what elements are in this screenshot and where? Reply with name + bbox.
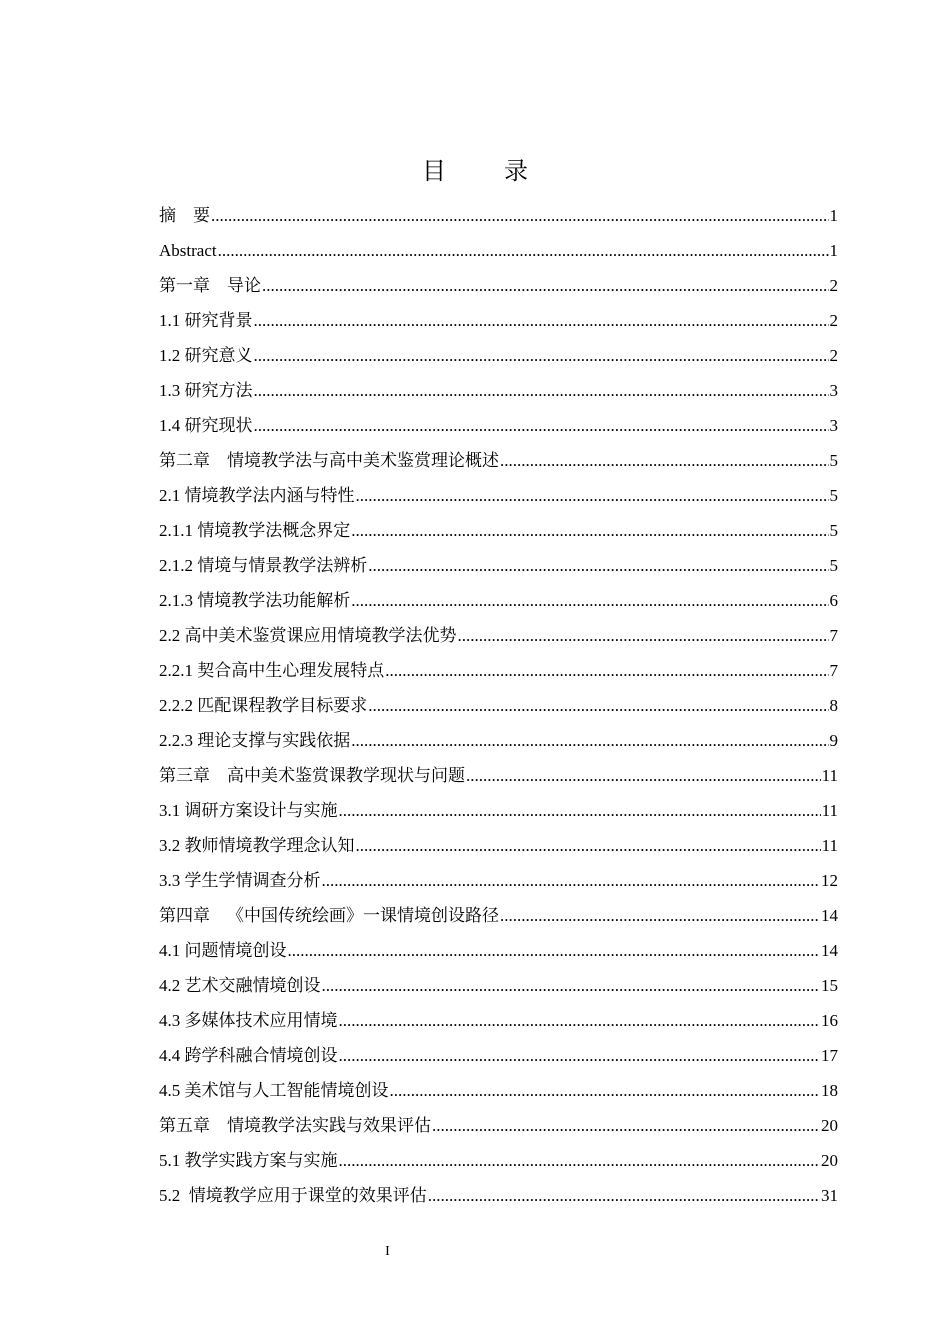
toc-entry-label: 2.2 高中美术鉴赏课应用情境教学法优势 [159, 626, 457, 645]
toc-entry[interactable] [159, 1038, 838, 1073]
toc-entry[interactable] [159, 968, 838, 1003]
toc-entry-label: 2.1.2 情境与情景教学法辨析 [159, 556, 368, 575]
toc-entry-page: 16 [821, 1011, 838, 1030]
toc-entry[interactable] [159, 443, 838, 478]
toc-entry-page: 3 [829, 416, 838, 435]
toc-entry-page: 1 [829, 241, 838, 260]
toc-entry[interactable] [159, 863, 838, 898]
toc-entry-page: 5 [829, 556, 838, 575]
toc-entry-page: 5 [829, 486, 838, 505]
toc-entry-label: 2.2.3 理论支撑与实践依据 [159, 731, 351, 750]
toc-entry-label: 2.2.1 契合高中生心理发展特点 [159, 661, 385, 680]
toc-entry-page: 8 [829, 696, 838, 715]
toc-dot-leader [466, 758, 821, 793]
toc-entry-label: 2.1 情境教学法内涵与特性 [159, 486, 355, 505]
toc-entry-label: 3.2 教师情境教学理念认知 [159, 836, 355, 855]
toc-entry-label: 第一章 导论 [159, 276, 261, 295]
toc-entry[interactable] [159, 408, 838, 443]
toc-entry-label: 1.1 研究背景 [159, 311, 253, 330]
toc-entry-page: 11 [821, 766, 838, 785]
toc-entry-label: 1.4 研究现状 [159, 416, 253, 435]
toc-dot-leader [322, 863, 821, 898]
toc-entry-page: 2 [829, 276, 838, 295]
toc-dot-leader [339, 793, 821, 828]
toc-dot-leader [500, 443, 829, 478]
toc-entry-page: 7 [829, 626, 838, 645]
toc-entry-page: 15 [821, 976, 838, 995]
toc-entry-page: 20 [821, 1151, 838, 1170]
toc-entry-page: 11 [821, 801, 838, 820]
toc-entry-label: 4.5 美术馆与人工智能情境创设 [159, 1081, 389, 1100]
toc-entry-label: 1.3 研究方法 [159, 381, 253, 400]
toc-dot-leader [368, 548, 828, 583]
toc-dot-leader [218, 233, 829, 268]
toc-dot-leader [385, 653, 828, 688]
toc-entry[interactable] [159, 723, 838, 758]
toc-entry-label: 4.2 艺术交融情境创设 [159, 976, 321, 995]
toc-entry-page: 5 [829, 521, 838, 540]
toc-dot-leader [351, 723, 828, 758]
toc-dot-leader [351, 583, 828, 618]
toc-entry-page: 14 [821, 941, 838, 960]
toc-entry-label: 第五章 情境教学法实践与效果评估 [159, 1116, 431, 1135]
toc-entry-label: 2.1.3 情境教学法功能解析 [159, 591, 351, 610]
toc-entry[interactable] [159, 898, 838, 933]
toc-dot-leader [254, 303, 829, 338]
toc-dot-leader [254, 373, 829, 408]
toc-entry-label: 第二章 情境教学法与高中美术鉴赏理论概述 [159, 451, 499, 470]
toc-dot-leader [211, 198, 829, 233]
toc-entry[interactable] [159, 688, 838, 723]
toc-entry-page: 12 [821, 871, 838, 890]
toc-list [159, 198, 838, 1213]
toc-entry-page: 6 [829, 591, 838, 610]
toc-dot-leader [368, 688, 828, 723]
toc-entry[interactable] [159, 653, 838, 688]
toc-entry-page: 17 [821, 1046, 838, 1065]
toc-entry-label: 第四章 《中国传统绘画》一课情境创设路径 [159, 906, 499, 925]
toc-entry-label: 2.2.2 匹配课程教学目标要求 [159, 696, 368, 715]
toc-entry-page: 20 [821, 1116, 838, 1135]
toc-entry[interactable] [159, 1108, 838, 1143]
toc-entry-label: 4.3 多媒体技术应用情境 [159, 1011, 338, 1030]
toc-dot-leader [428, 1178, 820, 1213]
toc-entry[interactable] [159, 828, 838, 863]
toc-entry-page: 7 [829, 661, 838, 680]
toc-dot-leader [254, 408, 829, 443]
toc-entry[interactable] [159, 198, 838, 233]
toc-dot-leader [288, 933, 821, 968]
toc-dot-leader [351, 513, 828, 548]
toc-title: 目 录 [422, 159, 554, 185]
toc-entry[interactable] [159, 583, 838, 618]
toc-entry-label: 1.2 研究意义 [159, 346, 253, 365]
toc-entry[interactable] [159, 513, 838, 548]
toc-entry-label: 4.1 问题情境创设 [159, 941, 287, 960]
toc-entry[interactable] [159, 373, 838, 408]
toc-entry-label: 4.4 跨学科融合情境创设 [159, 1046, 338, 1065]
toc-entry-page: 11 [821, 836, 838, 855]
toc-entry[interactable] [159, 793, 838, 828]
toc-entry-label: 5.1 教学实践方案与实施 [159, 1151, 338, 1170]
toc-entry-label: 2.1.1 情境教学法概念界定 [159, 521, 351, 540]
toc-entry[interactable] [159, 618, 838, 653]
toc-dot-leader [262, 268, 829, 303]
toc-dot-leader [356, 828, 821, 863]
toc-dot-leader [458, 618, 829, 653]
toc-entry-label: 第三章 高中美术鉴赏课教学现状与问题 [159, 766, 465, 785]
toc-entry[interactable] [159, 233, 838, 268]
toc-entry[interactable] [159, 548, 838, 583]
toc-entry-page: 3 [829, 381, 838, 400]
toc-entry[interactable] [159, 268, 838, 303]
toc-entry-page: 31 [821, 1186, 838, 1205]
toc-dot-leader [322, 968, 821, 1003]
toc-entry-page: 9 [829, 731, 838, 750]
toc-entry-page: 2 [829, 311, 838, 330]
toc-dot-leader [254, 338, 829, 373]
toc-dot-leader [339, 1003, 821, 1038]
toc-entry-label: 3.3 学生学情调查分析 [159, 871, 321, 890]
toc-entry-label: 5.2 情境教学应用于课堂的效果评估 [159, 1186, 427, 1205]
toc-entry-label: 摘 要 [159, 206, 210, 225]
toc-entry[interactable] [159, 478, 838, 513]
toc-entry[interactable] [159, 758, 838, 793]
toc-dot-leader [356, 478, 829, 513]
toc-entry-page: 1 [829, 206, 838, 225]
footer-page-number: I [385, 1244, 390, 1259]
toc-entry[interactable] [159, 1178, 838, 1213]
toc-dot-leader [390, 1073, 821, 1108]
toc-entry[interactable] [159, 303, 838, 338]
toc-dot-leader [500, 898, 820, 933]
toc-entry[interactable] [159, 933, 838, 968]
toc-dot-leader [432, 1108, 820, 1143]
toc-entry[interactable] [159, 338, 838, 373]
toc-entry-page: 14 [821, 906, 838, 925]
toc-entry-label: 3.1 调研方案设计与实施 [159, 801, 338, 820]
toc-entry-page: 2 [829, 346, 838, 365]
toc-dot-leader [339, 1038, 821, 1073]
toc-entry-page: 5 [829, 451, 838, 470]
toc-entry[interactable] [159, 1143, 838, 1178]
toc-dot-leader [339, 1143, 821, 1178]
toc-entry-page: 18 [821, 1081, 838, 1100]
toc-entry[interactable] [159, 1003, 838, 1038]
toc-entry[interactable] [159, 1073, 838, 1108]
toc-entry-label: Abstract [159, 241, 217, 260]
